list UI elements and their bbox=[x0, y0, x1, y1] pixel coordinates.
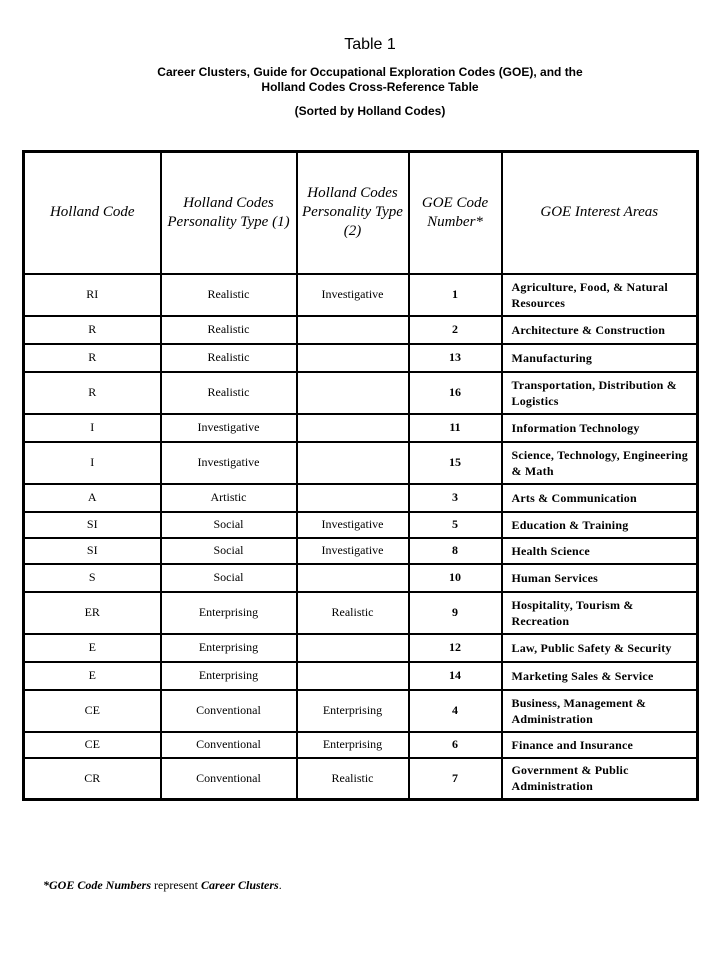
goe-code-number-cell: 3 bbox=[409, 484, 502, 512]
page-title: Table 1 bbox=[344, 36, 396, 53]
goe-code-number-cell: 5 bbox=[409, 512, 502, 538]
goe-interest-area-cell: Business, Management & Administration bbox=[502, 690, 698, 732]
footnote-represent: represent bbox=[151, 878, 201, 892]
footnote bbox=[43, 878, 282, 893]
table-row bbox=[24, 274, 698, 316]
cross-reference-table bbox=[22, 150, 699, 801]
column-header-goe-code-number: GOE Code Number* bbox=[409, 152, 502, 274]
holland-code-cell: R bbox=[24, 316, 161, 344]
holland-code-cell: S bbox=[24, 564, 161, 592]
holland-code-cell: ER bbox=[24, 592, 161, 634]
personality-type-1-cell: Realistic bbox=[161, 274, 297, 316]
table-row bbox=[24, 484, 698, 512]
footnote-goe-code-numbers: *GOE Code Numbers bbox=[43, 878, 152, 892]
personality-type-2-cell bbox=[297, 414, 409, 442]
holland-code-cell: RI bbox=[24, 274, 161, 316]
personality-type-1-cell: Social bbox=[161, 538, 297, 564]
table-row bbox=[24, 344, 698, 372]
goe-code-number-cell: 15 bbox=[409, 442, 502, 484]
personality-type-1-cell: Investigative bbox=[161, 414, 297, 442]
goe-code-number-cell: 4 bbox=[409, 690, 502, 732]
personality-type-1-cell: Enterprising bbox=[161, 662, 297, 690]
goe-code-number-cell: 7 bbox=[409, 758, 502, 800]
table-row bbox=[24, 634, 698, 662]
goe-interest-area-cell: Government & Public Administration bbox=[502, 758, 698, 800]
column-header-personality-type-1: Holland Codes Personality Type (1) bbox=[161, 152, 297, 274]
goe-code-number-cell: 16 bbox=[409, 372, 502, 414]
holland-code-cell: E bbox=[24, 662, 161, 690]
column-header-personality-type-2: Holland Codes Personality Type (2) bbox=[297, 152, 409, 274]
table-subtitle bbox=[0, 65, 720, 95]
personality-type-2-cell: Investigative bbox=[297, 538, 409, 564]
goe-code-number-cell: 13 bbox=[409, 344, 502, 372]
personality-type-1-cell: Enterprising bbox=[161, 592, 297, 634]
goe-code-number-cell: 1 bbox=[409, 274, 502, 316]
personality-type-2-cell: Realistic bbox=[297, 758, 409, 800]
goe-interest-area-cell: Agriculture, Food, & Natural Resources bbox=[502, 274, 698, 316]
table-row bbox=[24, 564, 698, 592]
personality-type-2-cell bbox=[297, 634, 409, 662]
personality-type-1-cell: Artistic bbox=[161, 484, 297, 512]
sorted-note: (Sorted by Holland Codes) bbox=[294, 104, 446, 118]
goe-interest-area-cell: Health Science bbox=[502, 538, 698, 564]
subtitle-line-2: Holland Codes Cross-Reference Table bbox=[261, 80, 479, 94]
personality-type-2-cell bbox=[297, 372, 409, 414]
personality-type-2-cell: Realistic bbox=[297, 592, 409, 634]
holland-code-cell: I bbox=[24, 414, 161, 442]
goe-interest-area-cell: Arts & Communication bbox=[502, 484, 698, 512]
goe-interest-area-cell: Law, Public Safety & Security bbox=[502, 634, 698, 662]
table-row bbox=[24, 316, 698, 344]
personality-type-1-cell: Realistic bbox=[161, 344, 297, 372]
personality-type-2-cell bbox=[297, 316, 409, 344]
goe-interest-area-cell: Information Technology bbox=[502, 414, 698, 442]
goe-interest-area-cell: Transportation, Distribution & Logistics bbox=[502, 372, 698, 414]
goe-interest-area-cell: Science, Technology, Engineering & Math bbox=[502, 442, 698, 484]
personality-type-2-cell bbox=[297, 662, 409, 690]
goe-code-number-cell: 8 bbox=[409, 538, 502, 564]
holland-code-cell: SI bbox=[24, 538, 161, 564]
holland-code-cell: CE bbox=[24, 732, 161, 758]
table-row bbox=[24, 372, 698, 414]
personality-type-1-cell: Enterprising bbox=[161, 634, 297, 662]
goe-code-number-cell: 10 bbox=[409, 564, 502, 592]
personality-type-2-cell bbox=[297, 564, 409, 592]
personality-type-1-cell: Realistic bbox=[161, 372, 297, 414]
subtitle-line-1: Career Clusters, Guide for Occupational Exploration Codes (GOE), and the bbox=[157, 65, 583, 79]
goe-code-number-cell: 2 bbox=[409, 316, 502, 344]
column-header-goe-interest-areas: GOE Interest Areas bbox=[502, 152, 698, 274]
holland-code-cell: A bbox=[24, 484, 161, 512]
holland-code-cell: R bbox=[24, 372, 161, 414]
footnote-career-clusters: Career Clusters bbox=[201, 878, 279, 892]
goe-code-number-cell: 9 bbox=[409, 592, 502, 634]
personality-type-2-cell: Investigative bbox=[297, 512, 409, 538]
holland-code-cell: SI bbox=[24, 512, 161, 538]
personality-type-1-cell: Investigative bbox=[161, 442, 297, 484]
table-row bbox=[24, 690, 698, 732]
personality-type-2-cell bbox=[297, 344, 409, 372]
table-header-row bbox=[24, 152, 698, 274]
goe-code-number-cell: 14 bbox=[409, 662, 502, 690]
personality-type-2-cell: Investigative bbox=[297, 274, 409, 316]
personality-type-1-cell: Conventional bbox=[161, 732, 297, 758]
personality-type-2-cell: Enterprising bbox=[297, 690, 409, 732]
goe-interest-area-cell: Marketing Sales & Service bbox=[502, 662, 698, 690]
goe-interest-area-cell: Manufacturing bbox=[502, 344, 698, 372]
personality-type-1-cell: Conventional bbox=[161, 690, 297, 732]
table-row bbox=[24, 414, 698, 442]
goe-interest-area-cell: Finance and Insurance bbox=[502, 732, 698, 758]
personality-type-1-cell: Realistic bbox=[161, 316, 297, 344]
personality-type-1-cell: Conventional bbox=[161, 758, 297, 800]
table-row bbox=[24, 512, 698, 538]
column-header-holland-code: Holland Code bbox=[24, 152, 161, 274]
personality-type-2-cell bbox=[297, 442, 409, 484]
table-row bbox=[24, 732, 698, 758]
table-row bbox=[24, 758, 698, 800]
holland-code-cell: E bbox=[24, 634, 161, 662]
table-body bbox=[24, 274, 698, 800]
personality-type-2-cell bbox=[297, 484, 409, 512]
footnote-period: . bbox=[278, 878, 282, 892]
table-row bbox=[24, 662, 698, 690]
goe-code-number-cell: 6 bbox=[409, 732, 502, 758]
goe-interest-area-cell: Education & Training bbox=[502, 512, 698, 538]
personality-type-1-cell: Social bbox=[161, 564, 297, 592]
goe-code-number-cell: 12 bbox=[409, 634, 502, 662]
table-row bbox=[24, 592, 698, 634]
goe-code-number-cell: 11 bbox=[409, 414, 502, 442]
goe-interest-area-cell: Human Services bbox=[502, 564, 698, 592]
personality-type-1-cell: Social bbox=[161, 512, 297, 538]
goe-interest-area-cell: Hospitality, Tourism & Recreation bbox=[502, 592, 698, 634]
holland-code-cell: CE bbox=[24, 690, 161, 732]
holland-code-cell: CR bbox=[24, 758, 161, 800]
holland-code-cell: I bbox=[24, 442, 161, 484]
table-row bbox=[24, 538, 698, 564]
table-row bbox=[24, 442, 698, 484]
goe-interest-area-cell: Architecture & Construction bbox=[502, 316, 698, 344]
personality-type-2-cell: Enterprising bbox=[297, 732, 409, 758]
holland-code-cell: R bbox=[24, 344, 161, 372]
